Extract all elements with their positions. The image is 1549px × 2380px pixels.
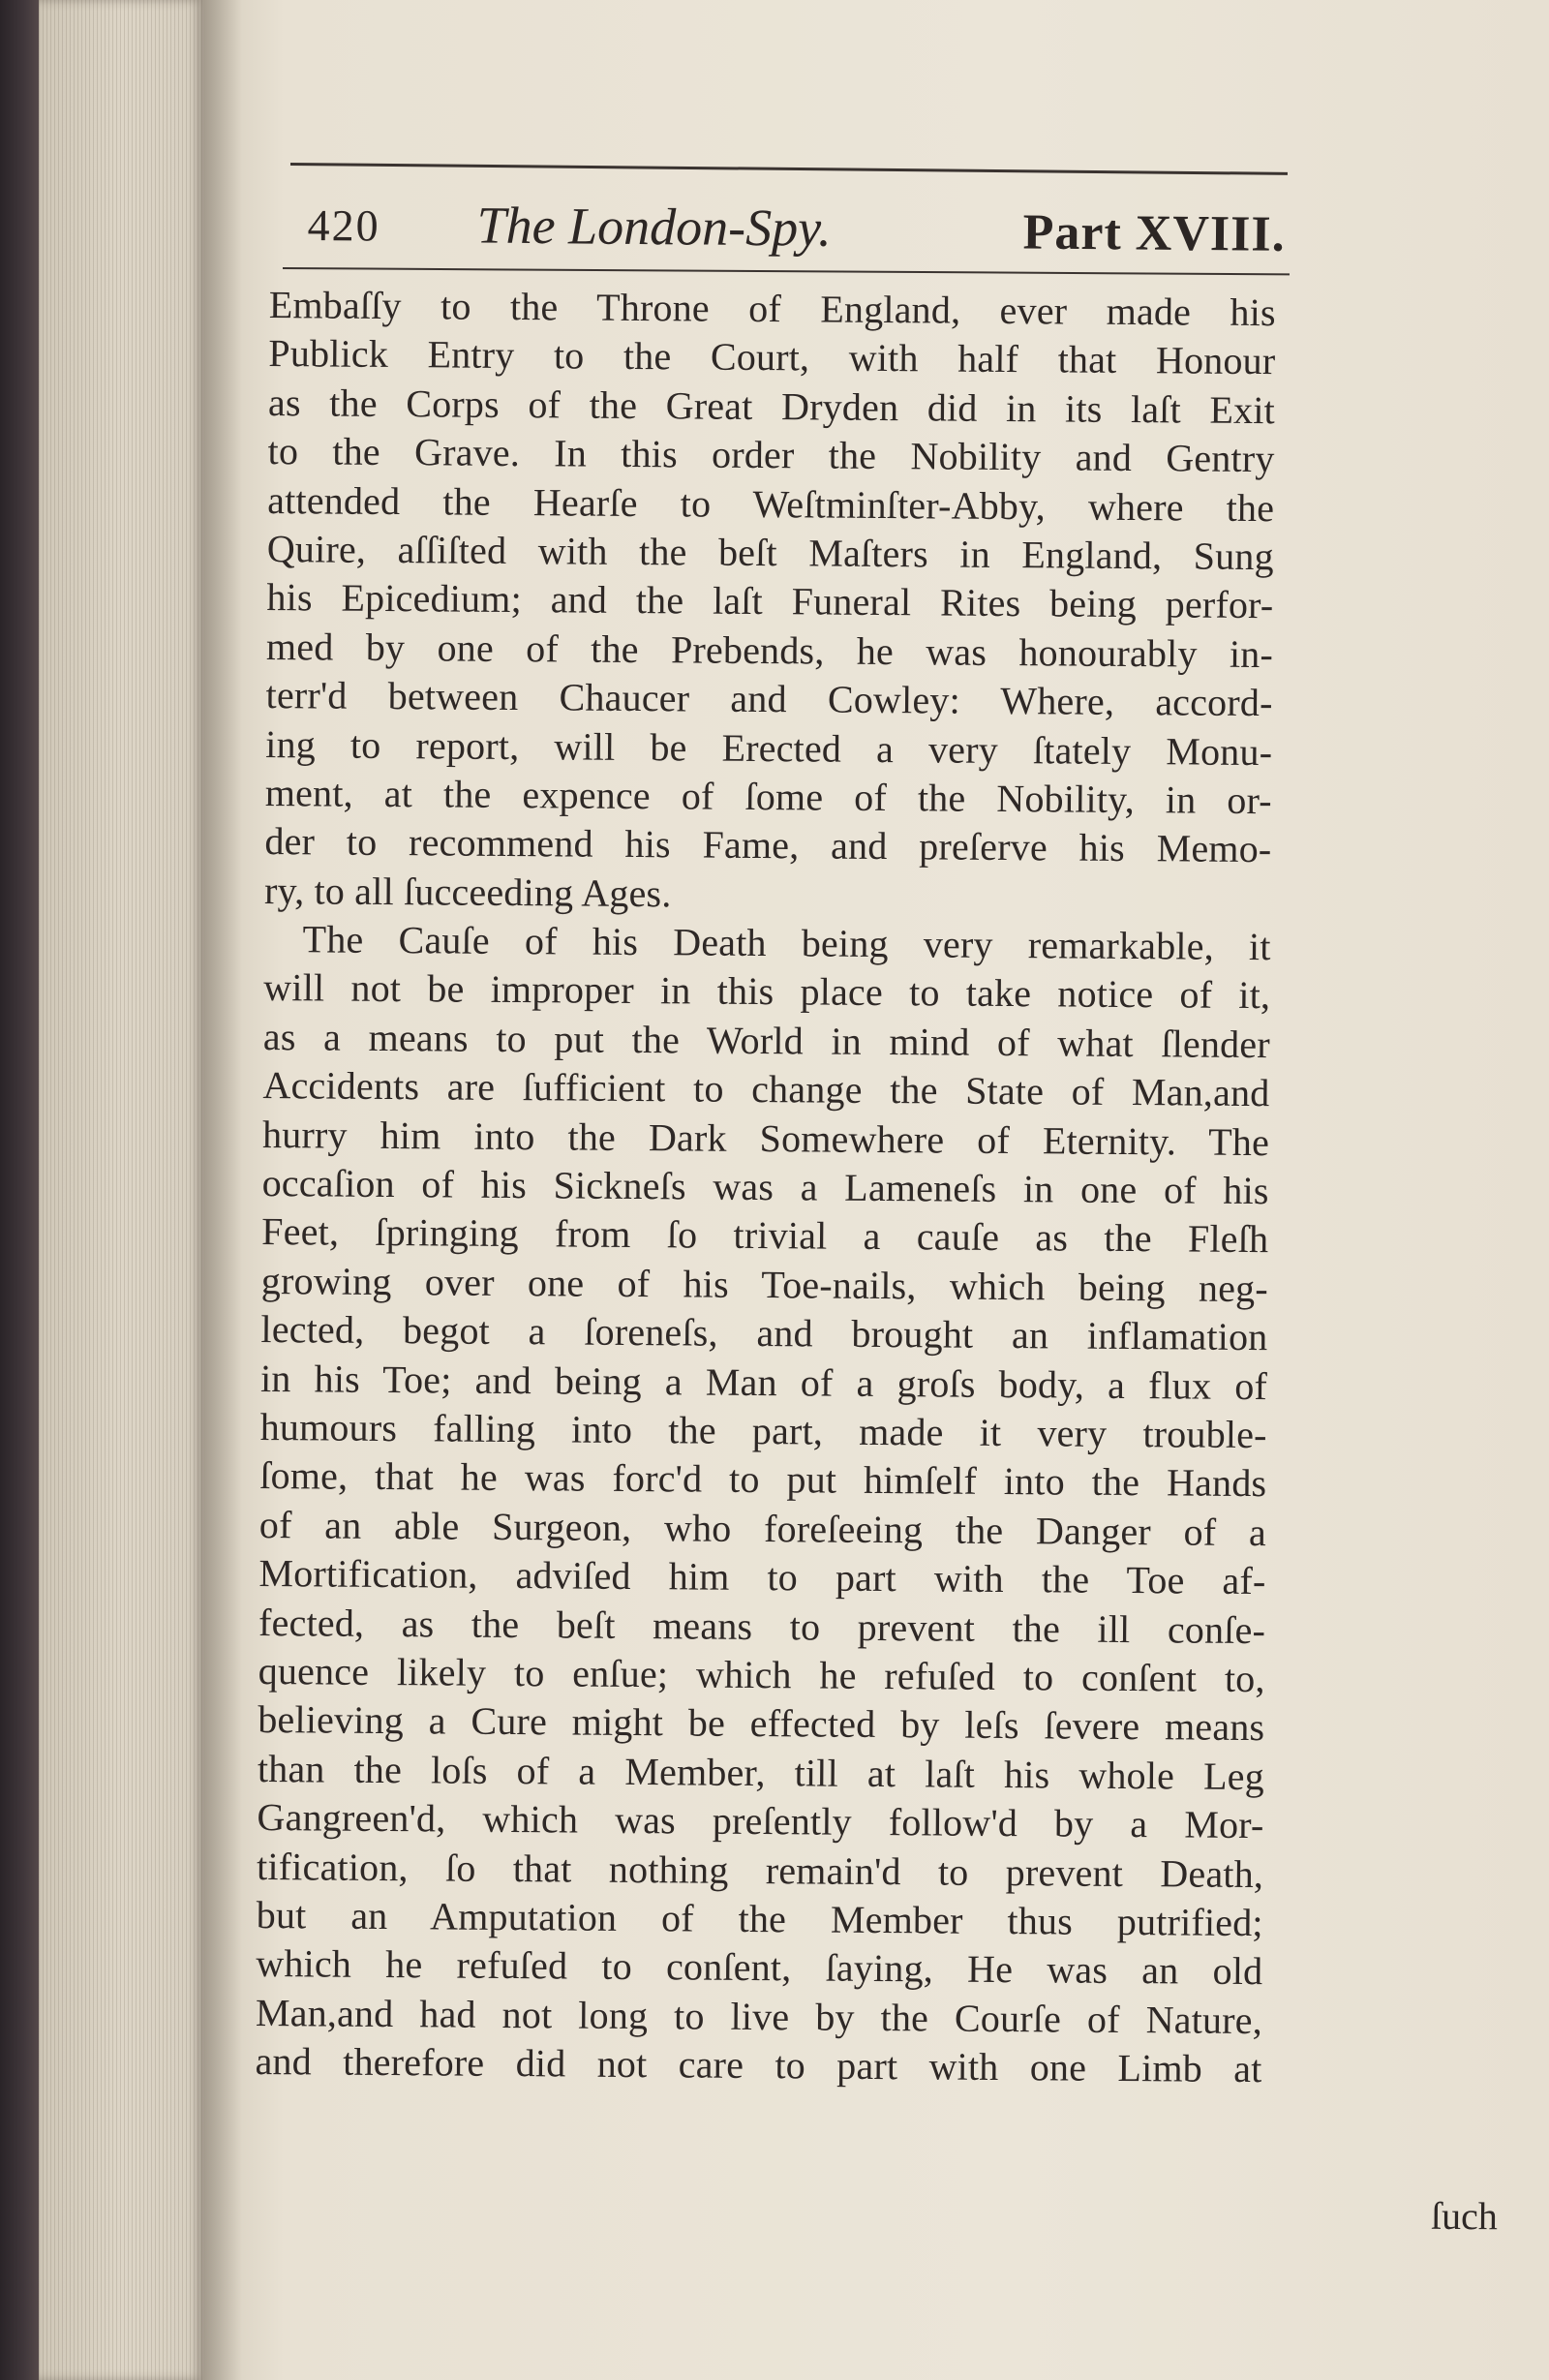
text-line: med by one of the Prebends, he was honourably in- (265, 624, 1274, 676)
text-line: in his Toe; and being a Man of a groſs body, a flux of (259, 1356, 1268, 1408)
running-head (307, 190, 1295, 276)
text-line: Feet, ſpringing from ſo trivial a cauſe as the Fleſh (261, 1209, 1269, 1262)
text-line: to the Grave. In this order the Nobility and Gentry (267, 429, 1275, 481)
text-line: and therefore did not care to part with one Limb at (255, 2039, 1262, 2091)
text-line: lected, begot a ſoreneſs, and brought an inflamation (260, 1307, 1268, 1359)
text-line: ing to report, will be Erected a very ſtately Monu- (265, 721, 1273, 774)
text-line: will not be improper in this place to take notice of it, (263, 965, 1271, 1018)
text-line: but an Amputation of the Member thus putrified; (256, 1892, 1263, 1945)
text-line: fected, as the beſt means to prevent the ill conſe- (258, 1600, 1266, 1652)
running-title: The London-Spy. (476, 196, 832, 258)
text-line: ry, to all ſucceeding Ages. (263, 868, 672, 915)
text-line: believing a Cure might be effected by leſs ſevere means (258, 1697, 1265, 1750)
paragraph-start-line: The Cauſe of his Death being very remarkable, it (302, 917, 1271, 969)
text-line: growing over one of his Toe-nails, which being neg- (260, 1258, 1269, 1310)
text-line: Accidents are ſufficient to change the State of Man,and (262, 1063, 1270, 1115)
text-line: occaſion of his Sickneſs was a Lameneſs in one of his (261, 1161, 1269, 1213)
text-line: which he refuſed to conſent, ſaying, He was an old (256, 1941, 1263, 1994)
text-line: Quire, aſſiſted with the beſt Maſters in England, Sung (266, 526, 1274, 579)
page-edges-stack (39, 0, 203, 2380)
text-line: Publick Entry to the Court, with half that Honour (268, 331, 1276, 383)
text-line: his Epicedium; and the laſt Funeral Rites being perfor- (266, 575, 1274, 627)
text-line: humours falling into the part, made it very trouble- (259, 1404, 1267, 1457)
text-line: terr'd between Chaucer and Cowley: Where, accord- (265, 673, 1273, 725)
gutter-shadow (203, 0, 242, 2380)
text-line: tification, ſo that nothing remain'd to prevent Death, (256, 1844, 1264, 1896)
text-line: as the Corps of the Great Dryden did in its laſt Exit (267, 380, 1276, 432)
text-line: as a means to put the World in mind of what ſlender (262, 1014, 1271, 1067)
text-line: Man,and had not long to live by the Courſe of Nature, (255, 1990, 1263, 2042)
text-line: attended the Hearſe to Weſtminſter-Abby, where the (267, 477, 1275, 530)
part-label: Part XVIII. (1022, 204, 1286, 262)
text-line: Mortification, adviſed him to part with the Toe af- (258, 1551, 1266, 1603)
page-number: 420 (307, 199, 380, 251)
text-line: Embaſſy to the Throne of England, ever made his (268, 282, 1276, 335)
text-line: ment, at the expence of ſome of the Nobility, in or- (264, 770, 1272, 823)
text-line: of an able Surgeon, who foreſeeing the Danger of a (258, 1502, 1267, 1554)
body-text (255, 281, 1276, 2094)
text-line: than the loſs of a Member, till at laſt his whole Leg (257, 1746, 1265, 1798)
text-line: der to recommend his Fame, and preſerve his Memo- (264, 819, 1272, 871)
text-line: Gangreen'd, which was preſently follow'd by a Mor- (257, 1795, 1264, 1847)
text-line: hurry him into the Dark Somewhere of Eternity. The (261, 1112, 1270, 1164)
catchword: ſuch (1430, 2193, 1499, 2239)
text-line: quence likely to enſue; which he refuſed to conſent to, (258, 1648, 1265, 1701)
text-line: ſome, that he was forc'd to put himſelf into the Hands (259, 1453, 1267, 1506)
book-cover-edge (0, 0, 39, 2380)
